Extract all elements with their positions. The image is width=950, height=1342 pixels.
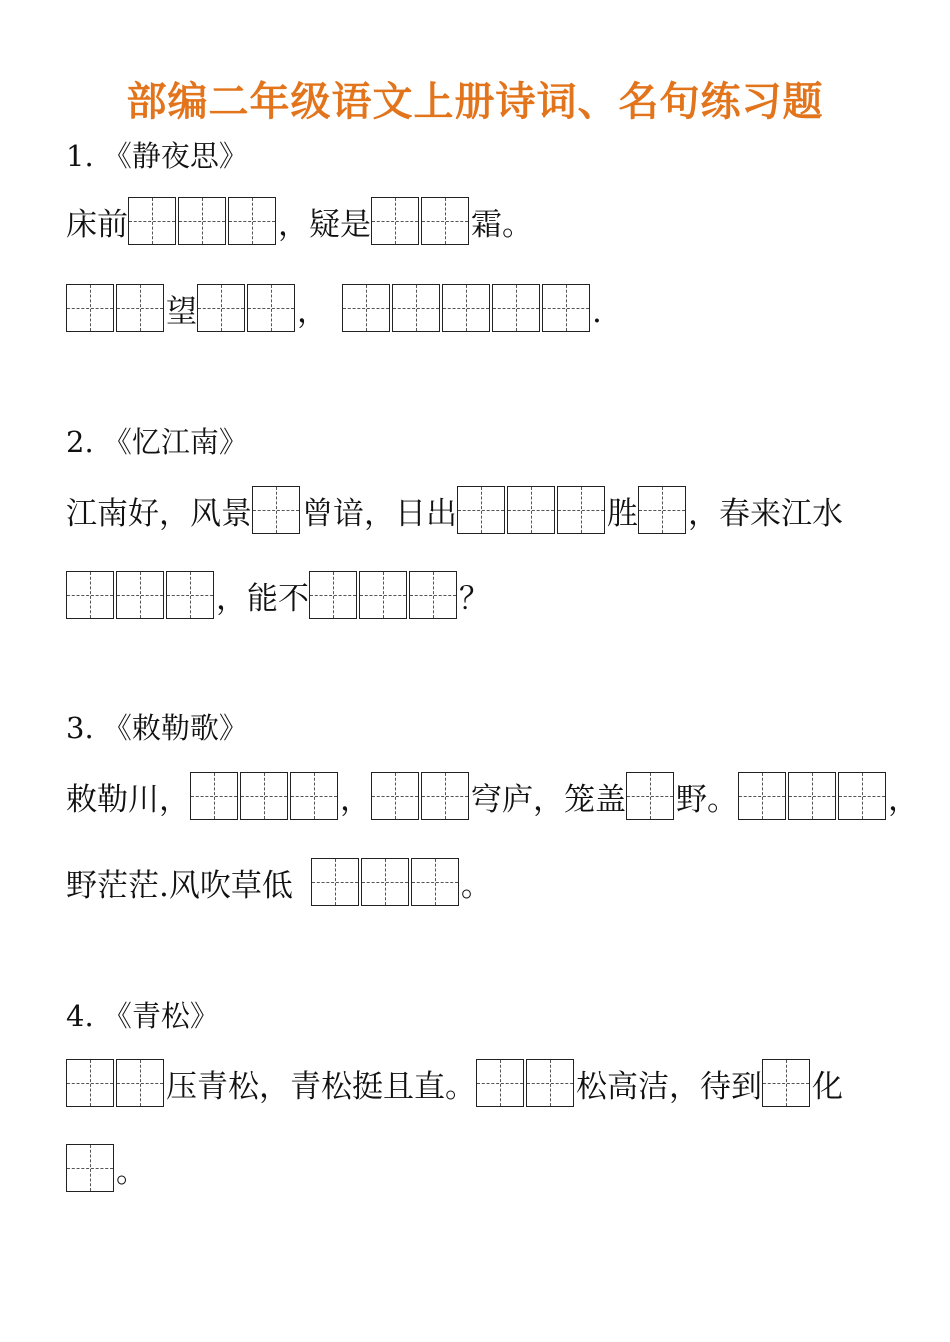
text-segment: 江南好，风景 bbox=[66, 496, 252, 532]
answer-box[interactable] bbox=[116, 1059, 164, 1107]
text-segment: ， bbox=[340, 782, 371, 818]
answer-box[interactable] bbox=[197, 284, 245, 332]
answer-box[interactable] bbox=[252, 486, 300, 534]
answer-box[interactable] bbox=[361, 858, 409, 906]
section-4-line-2 bbox=[66, 1140, 147, 1192]
answer-box[interactable] bbox=[409, 571, 457, 619]
text-segment: 曾谙，日出 bbox=[302, 496, 457, 532]
answer-box[interactable] bbox=[638, 486, 686, 534]
section-2-heading: 2. 《忆江南》 bbox=[66, 425, 248, 459]
answer-box[interactable] bbox=[457, 486, 505, 534]
answer-box[interactable] bbox=[392, 284, 440, 332]
answer-box[interactable] bbox=[762, 1059, 810, 1107]
answer-box[interactable] bbox=[838, 772, 886, 820]
answer-box[interactable] bbox=[247, 284, 295, 332]
section-3-heading: 3. 《敕勒歌》 bbox=[66, 711, 248, 745]
text-segment: . bbox=[592, 294, 602, 330]
section-2-line-2 bbox=[66, 567, 490, 619]
answer-box[interactable] bbox=[626, 772, 674, 820]
answer-box[interactable] bbox=[290, 772, 338, 820]
page-title: 部编二年级语文上册诗词、名句练习题 bbox=[126, 79, 824, 125]
answer-box[interactable] bbox=[492, 284, 540, 332]
text-segment: 床前 bbox=[66, 207, 128, 243]
section-4-line-1 bbox=[66, 1055, 843, 1107]
answer-box[interactable] bbox=[240, 772, 288, 820]
answer-box[interactable] bbox=[128, 197, 176, 245]
answer-box[interactable] bbox=[542, 284, 590, 332]
text-segment: 霜。 bbox=[471, 207, 533, 243]
answer-box[interactable] bbox=[116, 284, 164, 332]
answer-box[interactable] bbox=[66, 571, 114, 619]
text-segment: 压青松，青松挺且直。 bbox=[166, 1069, 476, 1105]
answer-box[interactable] bbox=[526, 1059, 574, 1107]
text-segment: ， bbox=[297, 294, 328, 330]
text-segment: 松高洁，待到 bbox=[576, 1069, 762, 1105]
text-segment: ，疑是 bbox=[278, 207, 371, 243]
text-segment: ，能不 bbox=[216, 581, 309, 617]
answer-box[interactable] bbox=[421, 772, 469, 820]
text-segment: 胜 bbox=[607, 496, 638, 532]
section-1-heading: 1. 《静夜思》 bbox=[66, 139, 248, 173]
answer-box[interactable] bbox=[166, 571, 214, 619]
answer-box[interactable] bbox=[342, 284, 390, 332]
answer-box[interactable] bbox=[738, 772, 786, 820]
text-segment: 望 bbox=[166, 294, 197, 330]
answer-box[interactable] bbox=[66, 1144, 114, 1192]
answer-box[interactable] bbox=[442, 284, 490, 332]
section-2-line-1 bbox=[66, 482, 843, 534]
text-segment: ？ bbox=[459, 581, 490, 617]
answer-box[interactable] bbox=[178, 197, 226, 245]
section-3-line-1 bbox=[66, 768, 919, 820]
answer-box[interactable] bbox=[507, 486, 555, 534]
text-segment: 化 bbox=[812, 1069, 843, 1105]
answer-box[interactable] bbox=[228, 197, 276, 245]
answer-box[interactable] bbox=[788, 772, 836, 820]
section-1-line-2 bbox=[66, 280, 602, 332]
text-segment: ， bbox=[888, 782, 919, 818]
answer-box[interactable] bbox=[411, 858, 459, 906]
answer-box[interactable] bbox=[311, 858, 359, 906]
answer-box[interactable] bbox=[309, 571, 357, 619]
answer-box[interactable] bbox=[557, 486, 605, 534]
answer-box[interactable] bbox=[371, 772, 419, 820]
answer-box[interactable] bbox=[421, 197, 469, 245]
answer-box[interactable] bbox=[66, 1059, 114, 1107]
section-4-heading: 4. 《青松》 bbox=[66, 999, 219, 1033]
section-3-line-2 bbox=[66, 854, 492, 906]
text-segment: 野。 bbox=[676, 782, 738, 818]
text-segment: ，春来江水 bbox=[688, 496, 843, 532]
text-segment: 。 bbox=[116, 1154, 147, 1190]
text-segment: 。 bbox=[460, 868, 492, 904]
answer-box[interactable] bbox=[371, 197, 419, 245]
answer-box[interactable] bbox=[190, 772, 238, 820]
answer-box[interactable] bbox=[476, 1059, 524, 1107]
answer-box[interactable] bbox=[359, 571, 407, 619]
answer-box[interactable] bbox=[66, 284, 114, 332]
section-1-line-1 bbox=[66, 193, 533, 245]
text-segment: 敕勒川， bbox=[66, 782, 190, 818]
answer-box[interactable] bbox=[116, 571, 164, 619]
text-segment: 野茫茫.风吹草低 bbox=[66, 868, 293, 904]
text-segment: 穹庐，笼盖 bbox=[471, 782, 626, 818]
